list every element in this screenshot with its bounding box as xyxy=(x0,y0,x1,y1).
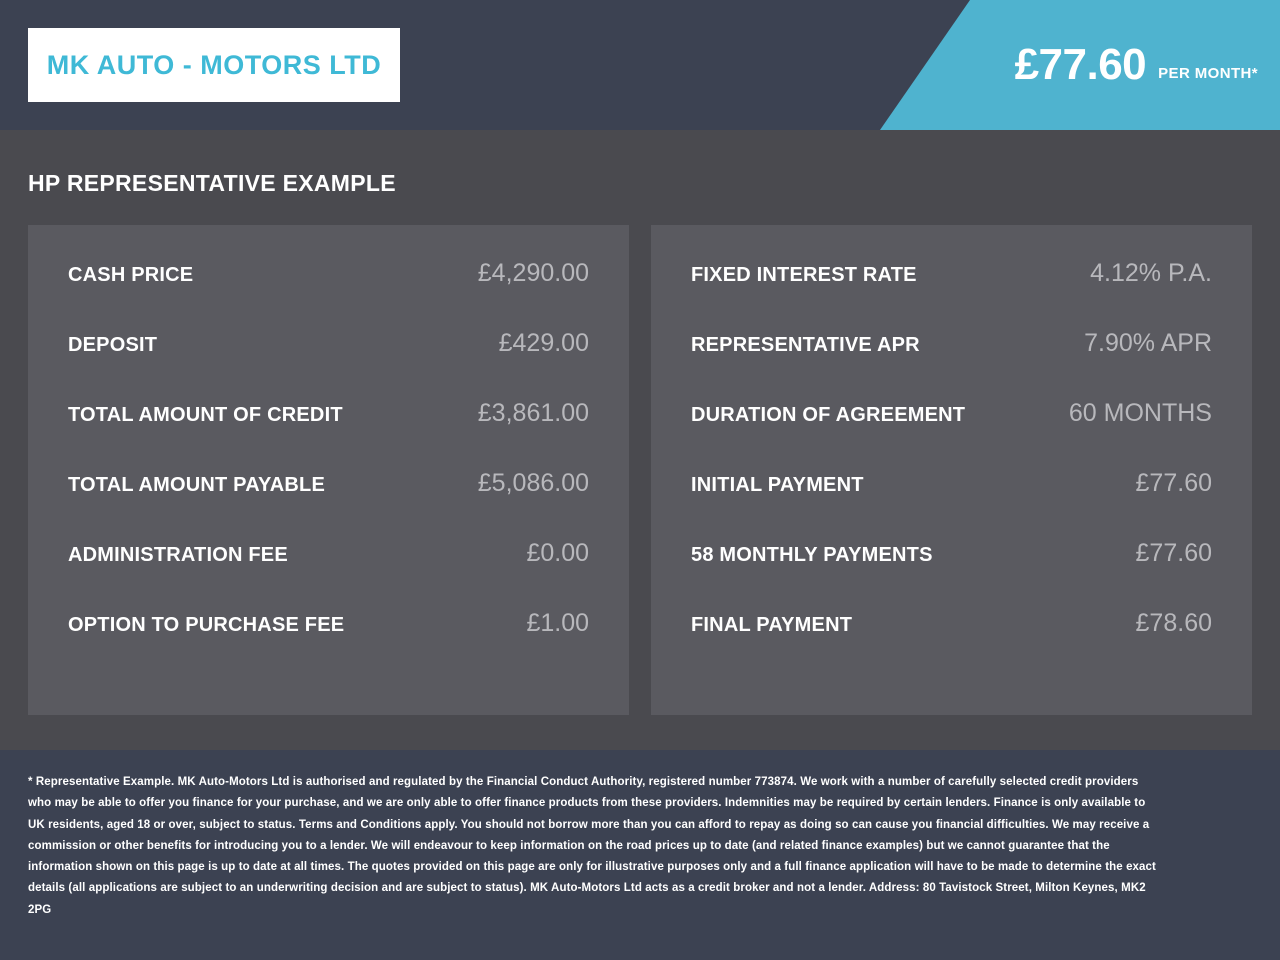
row-value: £78.60 xyxy=(1135,609,1212,637)
row-value: £0.00 xyxy=(526,539,589,567)
row-value: £5,086.00 xyxy=(477,469,589,497)
finance-panel-right xyxy=(651,225,1252,715)
page-header xyxy=(0,0,1280,130)
finance-details-columns xyxy=(28,225,1252,715)
table-row xyxy=(691,329,1212,399)
monthly-price-block xyxy=(880,0,1280,130)
table-row xyxy=(691,469,1212,539)
page-title: HP REPRESENTATIVE EXAMPLE xyxy=(28,170,396,196)
row-label: 58 MONTHLY PAYMENTS xyxy=(691,544,933,566)
row-value: 7.90% APR xyxy=(1084,329,1212,357)
row-value: 60 MONTHS xyxy=(1068,399,1212,427)
row-label: FINAL PAYMENT xyxy=(691,614,853,636)
table-row xyxy=(68,259,589,329)
row-value: 4.12% P.A. xyxy=(1090,259,1212,287)
dealer-logo xyxy=(28,28,400,102)
table-row xyxy=(68,399,589,469)
row-label: DURATION OF AGREEMENT xyxy=(691,404,966,426)
disclaimer-text: * Representative Example. MK Auto-Motors Ltd is authorised and regulated by the Financial Conduct Authority, registered number 773874. We work with a number of carefully selected credit providers who may be able to offer you finance for your purchase, and we are only able to offer finance products from these providers. Indemnities may be required by certain lenders. Finance is only available to UK residents, aged 18 or over, subject to status. Terms and Conditions apply. You should not borrow more than you can afford to repay as doing so can cause you financial difficulties. We may receive a commission or other benefits for introducing you to a lender. We will endeavour to keep information on the road prices up to date (and related finance examples) but we cannot guarantee that the information shown on this page is up to date at all times. The quotes provided on this page are only for illustrative purposes only and a full finance application will have to be made to determine the exact details (all applications are subject to an underwriting decision and are subject to status). MK Auto-Motors Ltd acts as a credit broker and not a lender. Address: 80 Tavistock Street, Milton Keynes, MK2 2PG xyxy=(28,776,1156,916)
table-row xyxy=(691,609,1212,679)
table-row xyxy=(691,399,1212,469)
monthly-price-period: PER MONTH* xyxy=(1158,64,1258,82)
monthly-price-amount: £77.60 xyxy=(1014,40,1147,89)
table-row xyxy=(68,329,589,399)
row-label: ADMINISTRATION FEE xyxy=(68,544,288,566)
row-label: INITIAL PAYMENT xyxy=(691,474,864,496)
table-row xyxy=(691,259,1212,329)
table-row xyxy=(691,539,1212,609)
row-label: CASH PRICE xyxy=(68,264,194,286)
row-value: £3,861.00 xyxy=(477,399,589,427)
row-label: FIXED INTEREST RATE xyxy=(691,264,917,286)
main-content xyxy=(0,130,1280,750)
row-label: TOTAL AMOUNT OF CREDIT xyxy=(68,404,343,426)
table-row xyxy=(68,469,589,539)
row-value: £429.00 xyxy=(498,329,589,357)
finance-panel-left xyxy=(28,225,629,715)
row-value: £77.60 xyxy=(1135,539,1212,567)
row-value: £4,290.00 xyxy=(477,259,589,287)
row-label: TOTAL AMOUNT PAYABLE xyxy=(68,474,325,496)
row-label: DEPOSIT xyxy=(68,334,158,356)
row-label: OPTION TO PURCHASE FEE xyxy=(68,614,345,636)
row-label: REPRESENTATIVE APR xyxy=(691,334,920,356)
table-row xyxy=(68,539,589,609)
table-row xyxy=(68,609,589,679)
page-footer xyxy=(0,750,1280,960)
row-value: £77.60 xyxy=(1135,469,1212,497)
row-value: £1.00 xyxy=(526,609,589,637)
dealer-logo-text: MK AUTO - MOTORS LTD xyxy=(46,49,382,80)
